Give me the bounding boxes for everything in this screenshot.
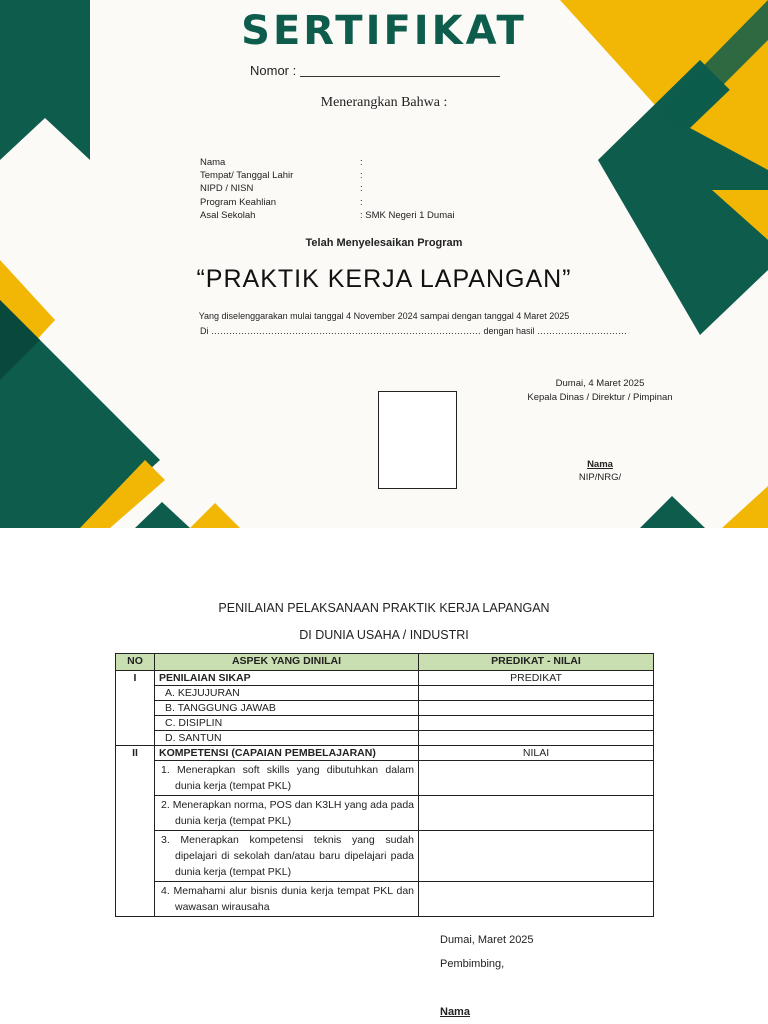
item-cell: 3. Menerapkan kompetensi teknis yang sudah dipelajari di sekolah dan/atau baru dipelajari pada dunia kerja (tempat PKL) — [155, 831, 419, 882]
field-row — [200, 209, 455, 222]
left-yellow-3 — [190, 503, 240, 528]
column-header: PREDIKAT - NILAI — [419, 654, 654, 671]
field-value: : SMK Negeri 1 Dumai — [360, 209, 455, 221]
table-row — [116, 716, 654, 731]
diselenggarakan-text: Yang diselenggarakan mulai tanggal 4 November 2024 sampai dengan tanggal 4 Maret 2025 — [198, 311, 570, 321]
column-header: ASPEK YANG DINILAI — [155, 654, 419, 671]
assessment-heading-2: DI DUNIA USAHA / INDUSTRI — [299, 628, 469, 642]
field-label: Asal Sekolah — [200, 209, 256, 221]
table-row — [116, 761, 654, 796]
item-cell: C. DISIPLIN — [155, 716, 419, 731]
table-row — [116, 731, 654, 746]
left-green-small — [135, 502, 190, 528]
item-cell: A. KEJUJURAN — [155, 686, 419, 701]
field-row — [200, 182, 455, 195]
item-cell: 2. Menerapkan norma, POS dan K3LH yang ada pada dunia kerja (tempat PKL) — [155, 796, 419, 831]
field-label: Nama — [200, 157, 226, 168]
footer-place-date: Dumai, Maret 2025 — [440, 934, 534, 946]
signer-nip: NIP/NRG/ — [578, 472, 622, 483]
right-yellow-bottom — [722, 486, 768, 528]
field-label: Tempat/ Tanggal Lahir — [200, 170, 294, 182]
value-cell[interactable] — [419, 686, 654, 701]
item-cell: B. TANGGUNG JAWAB — [155, 701, 419, 716]
field-row — [200, 196, 455, 209]
table-row — [116, 701, 654, 716]
assessment-heading-1: PENILAIAN PELAKSANAAN PRAKTIK KERJA LAPANGAN — [218, 601, 550, 615]
signer-name: Nama — [587, 459, 613, 470]
telah-text: Telah Menyelesaikan Program — [305, 237, 463, 249]
value-cell[interactable] — [419, 761, 654, 796]
footer-role: Pembimbing, — [440, 958, 505, 970]
certificate-title: SERTIFIKAT — [241, 8, 527, 54]
table-row — [116, 686, 654, 701]
table-row — [116, 796, 654, 831]
field-value: : — [360, 183, 363, 195]
field-row — [200, 169, 455, 182]
footer-name: Nama — [440, 1006, 470, 1018]
assessment-table — [115, 653, 654, 917]
place-date: Dumai, 4 Maret 2025 — [555, 378, 645, 389]
item-cell: D. SANTUN — [155, 731, 419, 746]
section-col3: PREDIKAT — [419, 671, 654, 686]
nomor-field — [250, 63, 500, 78]
section-no: I — [116, 671, 155, 746]
field-value: : — [360, 170, 363, 182]
identity-fields — [200, 156, 455, 222]
field-value: : — [360, 196, 363, 208]
photo-box — [378, 391, 457, 489]
column-header: NO — [116, 654, 155, 671]
signer-role: Kepala Dinas / Direktur / Pimpinan — [527, 392, 673, 403]
field-value: : — [360, 157, 363, 168]
field-label: Program Keahlian — [200, 196, 277, 208]
value-cell[interactable] — [419, 701, 654, 716]
menerangkan-text: Menerangkan Bahwa : — [320, 95, 448, 110]
table-row — [116, 831, 654, 882]
signer-block — [540, 458, 660, 484]
table-row — [116, 882, 654, 917]
value-cell[interactable] — [419, 731, 654, 746]
value-cell[interactable] — [419, 796, 654, 831]
value-cell[interactable] — [419, 882, 654, 917]
item-cell: 4. Memahami alur bisnis dunia kerja tempat PKL dan wawasan wirausaha — [155, 882, 419, 917]
table-row — [116, 671, 654, 686]
nomor-label: Nomor : — [250, 63, 297, 78]
table-row — [116, 746, 654, 761]
section-no: II — [116, 746, 155, 917]
field-row — [200, 156, 455, 169]
value-cell[interactable] — [419, 716, 654, 731]
signature-block — [510, 377, 690, 405]
field-label: NIPD / NISN — [200, 183, 254, 195]
section-title: KOMPETENSI (CAPAIAN PEMBELAJARAN) — [155, 746, 419, 761]
right-green-bottom — [640, 496, 705, 528]
section-title: PENILAIAN SIKAP — [155, 671, 419, 686]
section-col3: NILAI — [419, 746, 654, 761]
program-title: “PRAKTIK KERJA LAPANGAN” — [196, 265, 572, 293]
item-cell: 1. Menerapkan soft skills yang dibutuhkan dalam dunia kerja (tempat PKL) — [155, 761, 419, 796]
table-header-row — [116, 654, 654, 671]
value-cell[interactable] — [419, 831, 654, 882]
di-line: Di ……………………………………………………………………………… dengan hasil ………………………… — [200, 326, 628, 336]
nomor-line — [300, 64, 500, 77]
